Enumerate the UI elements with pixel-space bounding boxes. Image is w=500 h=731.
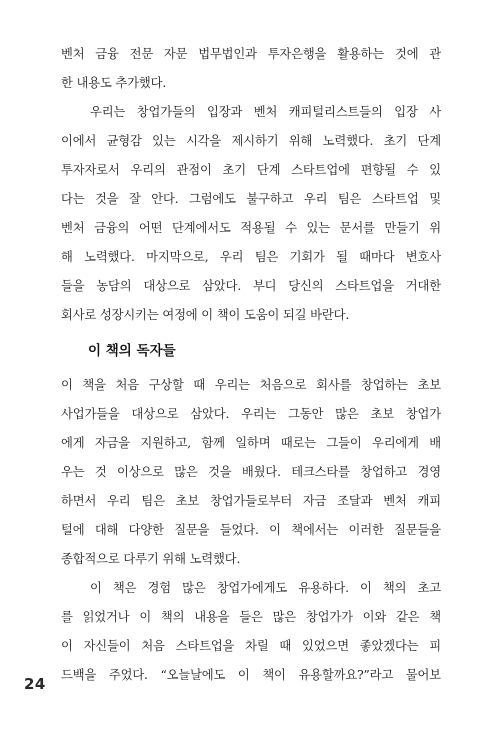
body-text-line: 투자자로서 우리의 관점이 초기 단계 스타트업에 편향될 수 있: [61, 163, 441, 177]
body-text-line: 드백을 주었다. “오늘날에도 이 책이 유용할까요?”라고 물어보: [61, 668, 441, 682]
body-text-line: 벤처 금융 전문 자문 법무법인과 투자은행을 활용하는 것에 관: [61, 47, 441, 61]
body-text-line: 이 자신들이 처음 스타트업을 차릴 때 있었으면 좋았겠다는 피: [61, 639, 441, 653]
body-text-line: 벤처 금융의 어떤 단계에서도 적용될 수 있는 문서를 만들기 위: [61, 221, 441, 235]
body-text-line: 털에 대해 다양한 질문을 들었다. 이 책에서는 이러한 질문들을: [61, 523, 441, 537]
body-text-line: 들을 농담의 대상으로 삼았다. 부디 당신의 스타트업을 거대한: [61, 279, 441, 293]
body-text-line: 이 책을 처음 구상할 때 우리는 처음으로 회사를 창업하는 초보: [61, 378, 441, 392]
body-text-line: 우는 것 이상으로 많은 것을 배웠다. 테크스타를 창업하고 경영: [61, 465, 441, 479]
body-text-line: 회사로 성장시키는 여정에 이 책이 도움이 되길 바란다.: [61, 308, 350, 322]
body-text-line: 다는 것을 잘 안다. 그럼에도 불구하고 우리 팀은 스타트업 및: [61, 192, 441, 206]
body-text-line: 하면서 우리 팀은 초보 창업가들로부터 자금 조달과 벤처 캐피: [61, 494, 441, 508]
body-text-line: 이 책은 경험 많은 창업가에게도 유용하다. 이 책의 초고: [90, 581, 441, 595]
body-text-line: 를 읽었거나 이 책의 내용을 들은 많은 창업가가 이와 같은 책: [61, 610, 441, 624]
body-text-line: 종합적으로 다루기 위해 노력했다.: [61, 552, 241, 566]
body-text-line: 한 내용도 추가했다.: [61, 76, 167, 90]
body-text-line: 해 노력했다. 마지막으로, 우리 팀은 기회가 될 때마다 변호사: [61, 250, 441, 264]
body-text-line: 이에서 균형감 있는 시각을 제시하기 위해 노력했다. 초기 단계: [61, 134, 441, 148]
body-text-line: 에게 자금을 지원하고, 함께 일하며 때로는 그들이 우리에게 배: [61, 436, 441, 450]
body-text-line: 사업가들을 대상으로 삼았다. 우리는 그동안 많은 초보 창업가: [61, 407, 441, 421]
section-heading: 이 책의 독자들: [88, 343, 176, 359]
page-number: 24: [24, 675, 46, 693]
body-text-line: 우리는 창업가들의 입장과 벤처 캐피털리스트들의 입장 사: [90, 105, 441, 119]
